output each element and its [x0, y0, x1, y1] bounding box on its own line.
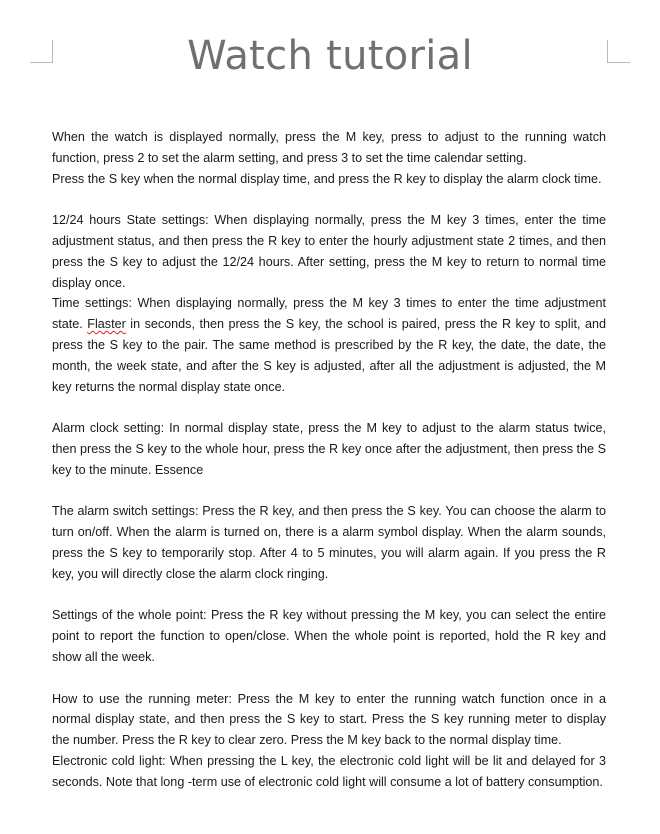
paragraph-gap	[52, 397, 606, 418]
paragraph-gap	[52, 481, 606, 502]
paragraph-running-meter: How to use the running meter: Press the M key to enter the running watch function once in a normal display state, and then press the S key to start. Press the S key running meter to display the number. Press the R key to clear zero. Press the M key back to the normal display time.	[52, 691, 606, 748]
document-body	[52, 127, 606, 793]
paragraph-gap	[52, 189, 606, 210]
paragraph-alarm-switch: The alarm switch settings: Press the R key, and then press the S key. You can choose the alarm to turn on/off. When the alarm is turned on, there is a alarm symbol display. When the alarm sounds, press the S key to temporarily stop. After 4 to 5 minutes, you will alarm again. If you press the R key, you will directly close the alarm clock ringing.	[52, 504, 606, 581]
paragraph-cold-light: Electronic cold light: When pressing the L key, the electronic cold light will be lit and delayed for 3 seconds. Note that long -term use of electronic cold light will consume a lot of battery consumption.	[52, 753, 606, 789]
time-settings-text-before: Time settings: When displaying normally, press the M key 3 times to enter the time adjustment state.	[52, 296, 606, 332]
document-title: Watch tutorial	[187, 33, 473, 79]
paragraph-alarm-clock-setting: Alarm clock setting: In normal display state, press the M key to adjust to the alarm status twice, then press the S key to the whole hour, press the R key once after the adjustment, then press the S key to the minute. Essence	[52, 421, 606, 477]
paragraph-s-key: Press the S key when the normal display time, and press the R key to display the alarm clock time.	[52, 171, 602, 186]
paragraph-intro: When the watch is displayed normally, press the M key, press to adjust to the running watch function, press 2 to set the alarm setting, and press 3 to set the time calendar setting.	[52, 130, 606, 165]
misspelled-word: Flaster	[87, 317, 126, 332]
time-settings-text-after: in seconds, then press the S key, the school is paired, press the R key to split, and press the S key to the pair. The same method is prescribed by the R key, the date, the date, the month, the week state, and after the S key is adjusted, after all the adjustment is adjusted, the M key returns the normal display state once.	[52, 317, 606, 394]
paragraph-gap	[52, 668, 606, 689]
paragraph-time-settings	[52, 293, 606, 397]
paragraph-gap	[52, 585, 606, 606]
paragraph-whole-point: Settings of the whole point: Press the R key without pressing the M key, you can select the entire point to report the function to open/close. When the whole point is reported, hold the R key and show all the week.	[52, 608, 606, 664]
paragraph-12-24-settings: 12/24 hours State settings: When displaying normally, press the M key 3 times, enter the time adjustment status, and then press the R key to enter the hourly adjustment state 2 times, and then press the S key to adjust the 12/24 hours. After setting, press the M key to return to normal time display once.	[52, 213, 606, 290]
